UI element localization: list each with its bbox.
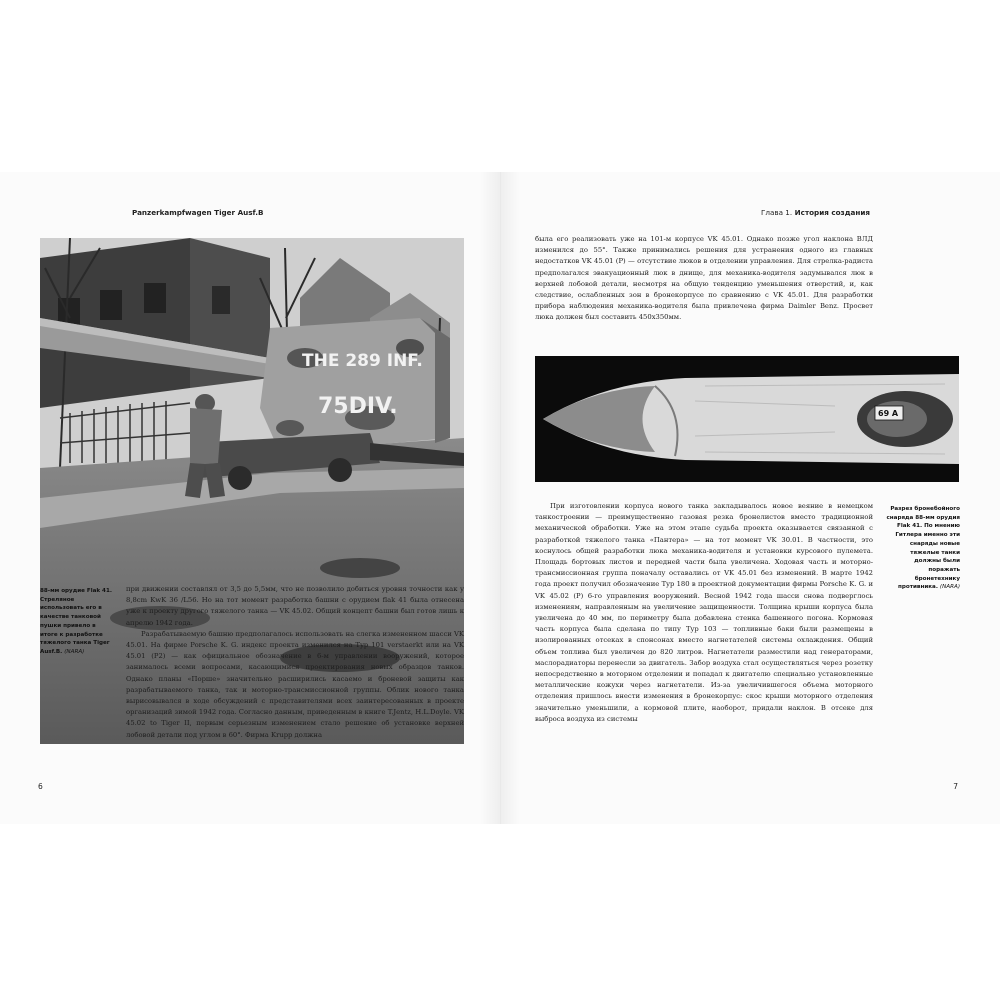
chapter-title: История создания: [794, 208, 870, 217]
caption-text: 88-мм орудие Flak 41. Стреляное использовать его в качестве танковой пушки привело в итоге к разработке тяжелого танка Tiger Ausf.B.: [40, 588, 112, 655]
running-head-left: Panzerkampfwagen Tiger Ausf.B: [132, 208, 264, 217]
turret-inscription-2: 75DIV.: [318, 394, 398, 419]
page-number-left: 6: [38, 782, 43, 791]
body-text-right-top: [535, 234, 873, 324]
running-head-right: [761, 208, 870, 217]
paragraph: была его реализовать уже на 101-м корпусе VK 45.01. Однако позже угол наклона ВЛД изменился до 55°. Также принимались решения для устранения одного из главных недостатков VK 45.01 (P) — отсутствие люков в отделении управления. Для стрелка-радиста предполагался эвакуационный люк в днище, для механика-водителя задумывался люк в верхней лобовой детали, несмотря на общую тенденцию уменьшения отверстий, и, как следствие, ослабленных зон в бронекорпусе по сравнению с VK 45.01. Для разработки прибора наблюдения механика-водителя была привлечена фирма Daimler Benz. Просвет люка должен был составить 450х350мм.: [535, 235, 873, 322]
chapter-label: Глава 1.: [760, 208, 793, 217]
body-text-right-bottom: [535, 501, 873, 725]
turret-inscription-1: THE 289 INF.: [302, 351, 423, 371]
caption-source: (NARA): [939, 584, 960, 591]
paragraph: при движении составлял от 3,5 до 5,5мм, что не позволило добиться уровня точности как у 8,8cm KwK 36 /L56. Но на тот момент разработка башни с орудием flak 41 была отнесена уже к проекту другого тяжелого танка — VK 45.02. Общий концепт башни был готов лишь к апрелю 1942 года.: [126, 585, 464, 627]
gutter: [500, 172, 501, 824]
caption-source: (NARA): [64, 648, 85, 655]
shell-marking: 69 A: [878, 409, 899, 418]
photo-caption-right: [884, 505, 960, 592]
page-number-right: 7: [953, 782, 958, 791]
photo-caption-left: [40, 587, 112, 657]
body-text-left: [126, 584, 464, 741]
book-spread: [0, 172, 1000, 824]
shell-cutaway-photo: [535, 356, 959, 482]
paragraph: При изготовлении корпуса нового танка закладывалось новое веяние в немецком танкостроении — преимущественно газовая резка бронелистов вместо традиционной механической обработки. Уже на этом этапе судьба проекта оказывается связанной с разработкой тяжелого танка «Пантера» — на тот момент VK 30.01. В частности, это коснулось общей разработки люка механика-водителя и установки курсового пулемета. Площадь бортовых листов и передней части была увеличена. Ходовая часть и моторно-трансмиссионная группа поначалу оставались от VK 45.01 без изменений. В марте 1942 года проект получил обозначение Typ 180 в проектной документации фирмы Porsche K. G. и VK 45.02 (P) 6-го управления вооружений. Весной 1942 года шасси снова подверглось изменениям, направленным на увеличение защищенности. Толщина крыши корпуса была увеличена до 40 мм, по периметру была добавлена стенка башенного погона. Кормовая часть корпуса была сделана по типу Typ 103 — топливные баки были размещены в изолированных отсеках в спонсонах вместо нагнетателей системы охлаждения. Общий объем топлива был увеличен до 820 литров. Нагнетатели разместили над генераторами, маслорадиаторы перенесли за двигатель. Забор воздуха стал осуществляться через розетку непосредственно в моторном отделении и попадал к двигателю специально установленные металлические кожухи через нагнетатели. Из-за увеличившегося объема моторного отделения пришлось внести изменения в бронекорпус: скос крыши моторного отделения значительно уменьшили, а кормовой плите, наоборот, придали наклон. В отсеке для выброса воздуха из системы: [535, 502, 873, 723]
caption-text: Разрез бронебойного снаряда 88-мм орудия Flak 41. По мнению Гитлера именно эти снаряды новые тяжелые танки должны были поражать бронетехнику противника.: [886, 506, 960, 591]
paragraph: Разрабатываемую башню предполагалось использовать на слегка измененном шасси VK 45.01. На фирме Porsche K. G. индекс проекта изменился на Typ 101 verstaerkt или на VK 45.01 (P2) — как официальное обозначение в 6-м управлении вооружений, которое занималось всеми вопросами, касающимися проектирования новых образцов танков. Однако планы «Порше» значительно расширились касаемо и броневой защиты как разрабатываемого танка, так и моторно-трансмиссионной группы. Облик нового танка вырисовывался в ходе обсуждений с представителями всех заинтересованных в проекте организаций зимой 1942 года. Согласно данным, приведенным в книге T.Jentz, H.L.Doyle. VK 45.02 to Tiger II, первым серьезным изменением стало решение об установке верхней лобовой детали под углом в 60°. Фирма Krupp должна: [126, 629, 464, 739]
